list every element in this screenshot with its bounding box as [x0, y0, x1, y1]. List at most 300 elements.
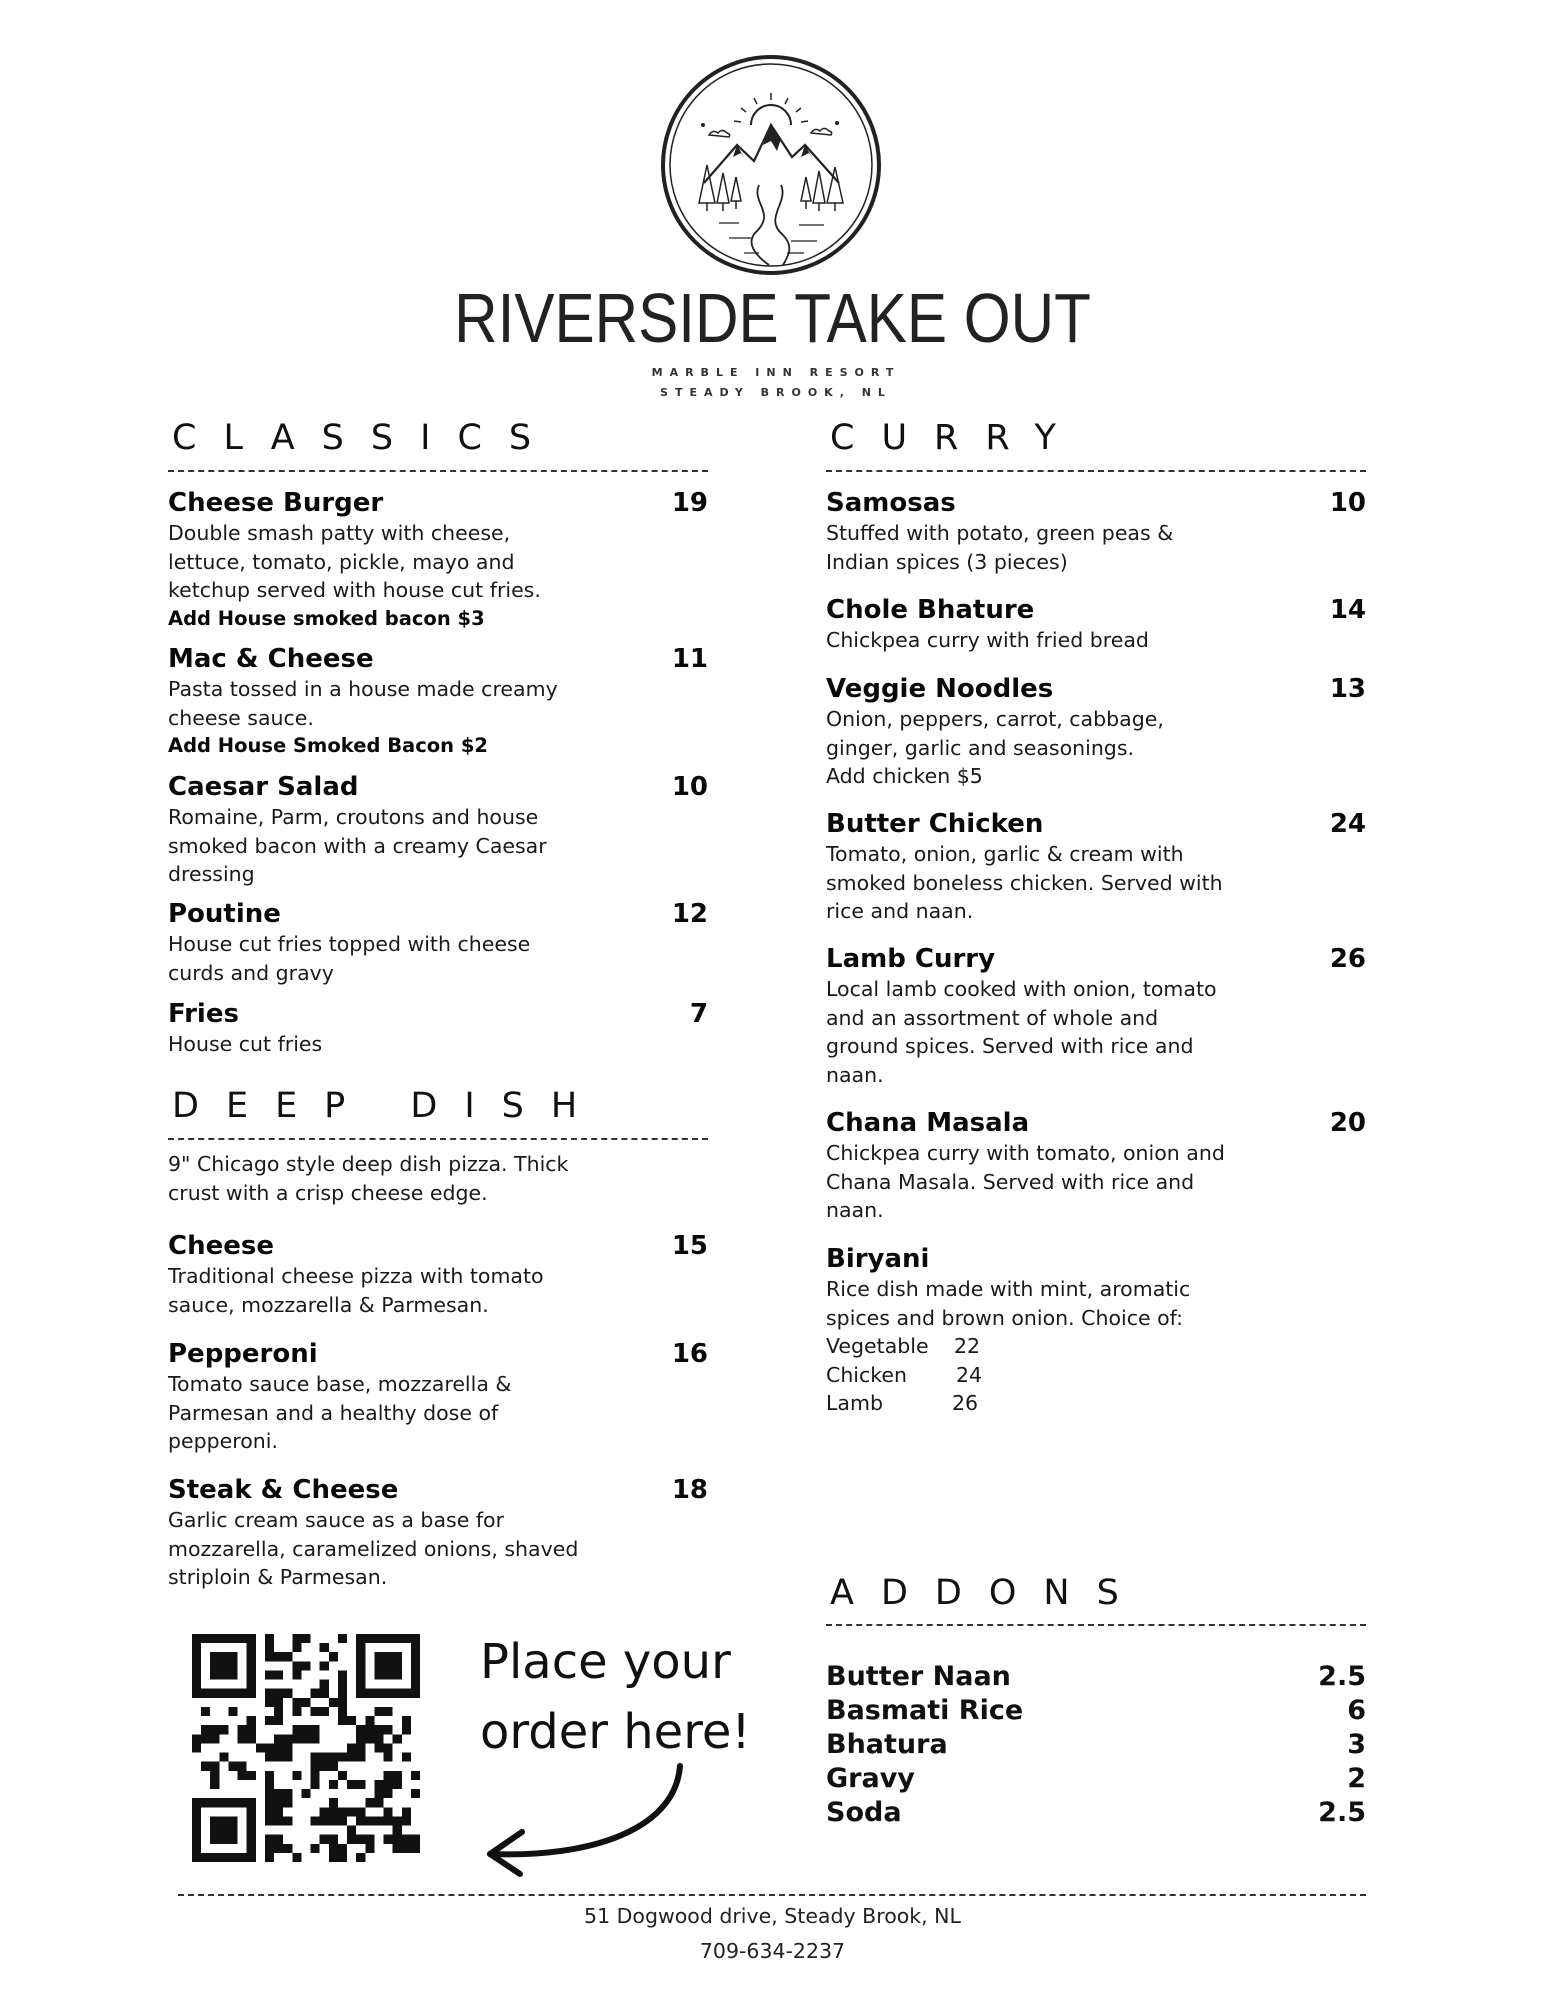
qr-module: [347, 1743, 356, 1752]
qr-code-icon[interactable]: [192, 1634, 420, 1862]
qr-module: [320, 1707, 329, 1716]
qr-module: [238, 1771, 247, 1780]
qr-module: [201, 1725, 210, 1734]
footer-phone: 709-634-2237: [699, 1939, 846, 1963]
choice-row: [826, 1389, 1366, 1418]
qr-module: [384, 1725, 393, 1734]
qr-module: [292, 1734, 301, 1743]
qr-module: [228, 1762, 237, 1771]
qr-module: [374, 1661, 383, 1670]
qr-module: [274, 1734, 283, 1743]
qr-module: [210, 1661, 219, 1670]
menu-item: [826, 487, 1366, 576]
qr-module: [219, 1798, 228, 1807]
qr-module: [265, 1689, 274, 1698]
item-name: Veggie Noodles: [826, 674, 1054, 704]
qr-module: [265, 1771, 274, 1780]
item-description: Chickpea curry with tomato, onion and Chana Masala. Served with rice and naan.: [826, 1141, 1225, 1222]
divider: [826, 470, 1366, 472]
qr-module: [247, 1661, 256, 1670]
item-price: 19: [671, 488, 708, 518]
qr-module: [192, 1798, 201, 1807]
qr-module: [393, 1780, 402, 1789]
deep-dish-heading: DEEP DISH: [172, 1086, 605, 1126]
qr-module: [219, 1853, 228, 1862]
qr-module: [365, 1689, 374, 1698]
item-name: Butter Chicken: [826, 809, 1044, 839]
footer-address: 51 Dogwood drive, Steady Brook, NL: [584, 1904, 961, 1928]
qr-module: [247, 1798, 256, 1807]
menu-item: [168, 643, 708, 760]
qr-module: [301, 1734, 310, 1743]
qr-module: [320, 1661, 329, 1670]
item-price: 26: [1329, 944, 1366, 974]
qr-module: [228, 1652, 237, 1661]
item-description: Rice dish made with mint, aromatic spices and brown onion. Choice of:: [826, 1277, 1191, 1330]
qr-module: [320, 1835, 329, 1844]
qr-module: [402, 1835, 411, 1844]
addon-row: [826, 1728, 1366, 1762]
qr-module: [274, 1707, 283, 1716]
qr-module: [228, 1661, 237, 1670]
item-price: 18: [671, 1475, 708, 1505]
qr-module: [411, 1680, 420, 1689]
qr-module: [384, 1753, 393, 1762]
qr-module: [192, 1835, 201, 1844]
qr-module: [320, 1643, 329, 1652]
qr-module: [329, 1816, 338, 1825]
qr-module: [274, 1716, 283, 1725]
qr-module: [338, 1716, 347, 1725]
qr-module: [356, 1725, 365, 1734]
qr-module: [338, 1807, 347, 1816]
choice-row: [826, 1332, 1366, 1361]
choice-list: [826, 1332, 1366, 1418]
qr-module: [292, 1634, 301, 1643]
qr-module: [228, 1670, 237, 1679]
item-name: Biryani: [826, 1244, 930, 1274]
qr-module: [247, 1725, 256, 1734]
qr-module: [329, 1698, 338, 1707]
choice-row: [826, 1361, 1366, 1390]
item-name: Poutine: [168, 899, 281, 929]
qr-module: [283, 1689, 292, 1698]
item-price: 7: [689, 999, 708, 1029]
item-price: 20: [1329, 1108, 1366, 1138]
item-name: Fries: [168, 999, 239, 1029]
qr-module: [274, 1689, 283, 1698]
qr-module: [265, 1798, 274, 1807]
qr-module: [201, 1634, 210, 1643]
qr-module: [374, 1798, 383, 1807]
qr-module: [356, 1816, 365, 1825]
qr-module: [329, 1762, 338, 1771]
qr-module: [283, 1734, 292, 1743]
qr-module: [311, 1725, 320, 1734]
qr-module: [219, 1753, 228, 1762]
qr-module: [301, 1634, 310, 1643]
qr-module: [292, 1698, 301, 1707]
qr-module: [247, 1807, 256, 1816]
qr-module: [329, 1844, 338, 1853]
qr-module: [210, 1689, 219, 1698]
qr-module: [238, 1853, 247, 1862]
qr-module: [247, 1680, 256, 1689]
qr-module: [393, 1652, 402, 1661]
qr-module: [356, 1661, 365, 1670]
qr-module: [247, 1826, 256, 1835]
qr-module: [393, 1634, 402, 1643]
item-description: Local lamb cooked with onion, tomato and an assortment of whole and ground spices. Served with rice and naan.: [826, 977, 1217, 1087]
qr-module: [356, 1670, 365, 1679]
qr-module: [228, 1798, 237, 1807]
item-name: Samosas: [826, 488, 956, 518]
qr-module: [411, 1771, 420, 1780]
qr-module: [356, 1689, 365, 1698]
qr-module: [265, 1780, 274, 1789]
qr-module: [219, 1689, 228, 1698]
item-name: Cheese Burger: [168, 488, 384, 518]
qr-module: [311, 1771, 320, 1780]
menu-item: [168, 998, 708, 1059]
qr-module: [329, 1853, 338, 1862]
qr-module: [320, 1816, 329, 1825]
qr-module: [338, 1816, 347, 1825]
qr-module: [356, 1853, 365, 1862]
qr-module: [265, 1670, 274, 1679]
qr-module: [311, 1844, 320, 1853]
qr-module: [210, 1734, 219, 1743]
qr-module: [292, 1725, 301, 1734]
qr-module: [210, 1634, 219, 1643]
addon-price: 2: [1347, 1763, 1366, 1794]
qr-module: [347, 1826, 356, 1835]
qr-module: [283, 1652, 292, 1661]
qr-module: [210, 1670, 219, 1679]
curved-arrow-icon: [470, 1760, 700, 1880]
qr-module: [374, 1652, 383, 1661]
qr-module: [365, 1816, 374, 1825]
addon-name: Soda: [826, 1797, 902, 1828]
qr-module: [311, 1753, 320, 1762]
qr-module: [274, 1743, 283, 1752]
qr-module: [247, 1652, 256, 1661]
qr-module: [374, 1743, 383, 1752]
qr-module: [283, 1753, 292, 1762]
qr-module: [292, 1853, 301, 1862]
qr-module: [247, 1670, 256, 1679]
qr-module: [338, 1771, 347, 1780]
qr-module: [292, 1643, 301, 1652]
qr-module: [329, 1835, 338, 1844]
qr-module: [374, 1689, 383, 1698]
qr-module: [274, 1753, 283, 1762]
qr-module: [329, 1753, 338, 1762]
qr-module: [192, 1734, 201, 1743]
qr-module: [329, 1807, 338, 1816]
qr-module: [338, 1680, 347, 1689]
menu-item: [168, 1230, 708, 1319]
qr-module: [192, 1634, 201, 1643]
item-description: Onion, peppers, carrot, cabbage, ginger, garlic and seasonings. Add chicken $5: [826, 707, 1164, 788]
qr-module: [219, 1725, 228, 1734]
qr-module: [247, 1835, 256, 1844]
qr-module: [265, 1716, 274, 1725]
qr-module: [274, 1807, 283, 1816]
qr-module: [374, 1780, 383, 1789]
deep-dish-intro: 9" Chicago style deep dish pizza. Thick crust with a crisp cheese edge.: [168, 1152, 569, 1205]
qr-module: [274, 1789, 283, 1798]
qr-module: [374, 1734, 383, 1743]
qr-module: [402, 1844, 411, 1853]
qr-module: [356, 1753, 365, 1762]
qr-module: [384, 1771, 393, 1780]
qr-module: [274, 1698, 283, 1707]
menu-item: [168, 1474, 708, 1592]
addon-price: 6: [1347, 1695, 1366, 1726]
qr-module: [210, 1780, 219, 1789]
item-price: 15: [671, 1231, 708, 1261]
item-name: Lamb Curry: [826, 944, 996, 974]
qr-module: [238, 1762, 247, 1771]
item-description: Garlic cream sauce as a base for mozzarella, caramelized onions, shaved striploin & Parmesan.: [168, 1508, 579, 1589]
qr-module: [238, 1798, 247, 1807]
qr-module: [219, 1835, 228, 1844]
qr-module: [265, 1789, 274, 1798]
qr-module: [247, 1816, 256, 1825]
menu-item: [168, 771, 708, 889]
qr-module: [374, 1789, 383, 1798]
qr-module: [210, 1652, 219, 1661]
qr-module: [274, 1798, 283, 1807]
qr-module: [365, 1634, 374, 1643]
qr-module: [311, 1762, 320, 1771]
qr-module: [311, 1707, 320, 1716]
qr-module: [283, 1798, 292, 1807]
item-price: 24: [1329, 809, 1366, 839]
qr-module: [329, 1780, 338, 1789]
qr-module: [365, 1725, 374, 1734]
qr-module: [384, 1634, 393, 1643]
qr-module: [301, 1661, 310, 1670]
item-description: Tomato sauce base, mozzarella & Parmesan and a healthy dose of pepperoni.: [168, 1372, 512, 1453]
menu-item: [826, 808, 1366, 926]
qr-module: [338, 1853, 347, 1862]
item-name: Mac & Cheese: [168, 644, 374, 674]
menu-item: [826, 1243, 1366, 1418]
qr-module: [201, 1707, 210, 1716]
item-name: Pepperoni: [168, 1339, 318, 1369]
qr-module: [247, 1643, 256, 1652]
qr-module: [356, 1680, 365, 1689]
qr-module: [393, 1826, 402, 1835]
qr-module: [338, 1753, 347, 1762]
qr-module: [265, 1634, 274, 1643]
qr-module: [365, 1798, 374, 1807]
item-description: Traditional cheese pizza with tomato sauce, mozzarella & Parmesan.: [168, 1264, 544, 1317]
qr-module: [201, 1689, 210, 1698]
qr-module: [374, 1670, 383, 1679]
item-name: Caesar Salad: [168, 772, 359, 802]
qr-module: [320, 1689, 329, 1698]
qr-module: [265, 1698, 274, 1707]
qr-module: [210, 1798, 219, 1807]
qr-module: [265, 1835, 274, 1844]
qr-module: [228, 1835, 237, 1844]
qr-module: [402, 1689, 411, 1698]
addon-row: [826, 1660, 1366, 1694]
qr-module: [265, 1643, 274, 1652]
qr-module: [384, 1661, 393, 1670]
addon-price: 3: [1347, 1729, 1366, 1760]
qr-module: [210, 1853, 219, 1862]
choice-price: 22: [954, 1334, 981, 1358]
qr-module: [283, 1816, 292, 1825]
qr-module: [301, 1698, 310, 1707]
mountain-river-logo: [659, 53, 883, 277]
menu-item: [826, 594, 1366, 655]
qr-module: [347, 1716, 356, 1725]
qr-module: [210, 1826, 219, 1835]
qr-module: [265, 1853, 274, 1862]
menu-item: [826, 943, 1366, 1089]
addon-name: Bhatura: [826, 1729, 948, 1760]
qr-module: [356, 1652, 365, 1661]
qr-module: [192, 1643, 201, 1652]
qr-module: [374, 1725, 383, 1734]
choice-name: Lamb: [826, 1391, 883, 1415]
item-price: 13: [1329, 674, 1366, 704]
qr-module: [265, 1844, 274, 1853]
qr-module: [192, 1844, 201, 1853]
qr-module: [247, 1853, 256, 1862]
qr-module: [265, 1753, 274, 1762]
item-price: 10: [1329, 488, 1366, 518]
qr-module: [356, 1780, 365, 1789]
qr-module: [365, 1844, 374, 1853]
qr-module: [402, 1725, 411, 1734]
qr-module: [365, 1734, 374, 1743]
qr-module: [192, 1816, 201, 1825]
choice-name: Vegetable: [826, 1334, 929, 1358]
item-name: Chana Masala: [826, 1108, 1030, 1138]
order-call-to-action: Place your order here!: [480, 1634, 751, 1760]
qr-module: [192, 1652, 201, 1661]
item-description: Chickpea curry with fried bread: [826, 628, 1149, 652]
qr-module: [411, 1670, 420, 1679]
qr-module: [292, 1661, 301, 1670]
qr-module: [393, 1816, 402, 1825]
item-addon: Add House Smoked Bacon $2: [168, 734, 488, 757]
qr-module: [393, 1734, 402, 1743]
qr-module: [247, 1844, 256, 1853]
qr-module: [384, 1789, 393, 1798]
qr-module: [411, 1689, 420, 1698]
qr-module: [374, 1707, 383, 1716]
qr-module: [411, 1634, 420, 1643]
qr-module: [210, 1835, 219, 1844]
addon-price: 2.5: [1318, 1797, 1366, 1828]
qr-module: [219, 1661, 228, 1670]
qr-module: [356, 1807, 365, 1816]
qr-module: [393, 1689, 402, 1698]
qr-module: [402, 1753, 411, 1762]
addon-name: Butter Naan: [826, 1661, 1011, 1692]
qr-module: [210, 1762, 219, 1771]
qr-module: [247, 1716, 256, 1725]
qr-module: [201, 1762, 210, 1771]
qr-module: [228, 1689, 237, 1698]
qr-module: [356, 1743, 365, 1752]
qr-module: [347, 1807, 356, 1816]
addon-name: Basmati Rice: [826, 1695, 1024, 1726]
qr-module: [292, 1670, 301, 1679]
qr-module: [329, 1798, 338, 1807]
qr-module: [384, 1652, 393, 1661]
qr-module: [384, 1670, 393, 1679]
qr-module: [356, 1734, 365, 1743]
qr-module: [192, 1743, 201, 1752]
qr-module: [283, 1789, 292, 1798]
qr-module: [274, 1835, 283, 1844]
menu-item: [826, 1107, 1366, 1225]
item-description: Stuffed with potato, green peas & Indian spices (3 pieces): [826, 521, 1174, 574]
qr-module: [247, 1771, 256, 1780]
qr-module: [219, 1652, 228, 1661]
item-price: 11: [671, 644, 708, 674]
qr-module: [411, 1789, 420, 1798]
qr-module: [265, 1807, 274, 1816]
qr-module: [192, 1680, 201, 1689]
addon-row: [826, 1694, 1366, 1728]
qr-module: [393, 1844, 402, 1853]
qr-module: [219, 1670, 228, 1679]
addons-heading: ADDONS: [830, 1573, 1146, 1613]
qr-module: [201, 1853, 210, 1862]
menu-item: [168, 898, 708, 987]
qr-module: [238, 1725, 247, 1734]
qr-module: [384, 1816, 393, 1825]
qr-module: [238, 1634, 247, 1643]
qr-module: [228, 1634, 237, 1643]
location: STEADY BROOK, NL: [660, 386, 892, 399]
qr-module: [411, 1835, 420, 1844]
qr-module: [402, 1634, 411, 1643]
qr-module: [384, 1807, 393, 1816]
qr-module: [192, 1689, 201, 1698]
qr-module: [201, 1798, 210, 1807]
item-price: 14: [1329, 595, 1366, 625]
qr-module: [311, 1734, 320, 1743]
item-description: House cut fries topped with cheese curds and gravy: [168, 932, 531, 985]
qr-module: [228, 1707, 237, 1716]
menu-item: [826, 673, 1366, 791]
choice-price: 24: [956, 1362, 983, 1387]
qr-module: [356, 1643, 365, 1652]
qr-module: [228, 1816, 237, 1825]
item-price: 10: [671, 772, 708, 802]
item-price: 16: [671, 1339, 708, 1369]
qr-module: [384, 1707, 393, 1716]
qr-module: [365, 1835, 374, 1844]
qr-module: [210, 1725, 219, 1734]
qr-module: [347, 1835, 356, 1844]
curry-heading: CURRY: [830, 418, 1083, 458]
item-description: Double smash patty with cheese, lettuce, tomato, pickle, mayo and ketchup served with house cut fries.: [168, 521, 541, 602]
item-name: Chole Bhature: [826, 595, 1035, 625]
qr-module: [402, 1716, 411, 1725]
addon-row: [826, 1762, 1366, 1796]
